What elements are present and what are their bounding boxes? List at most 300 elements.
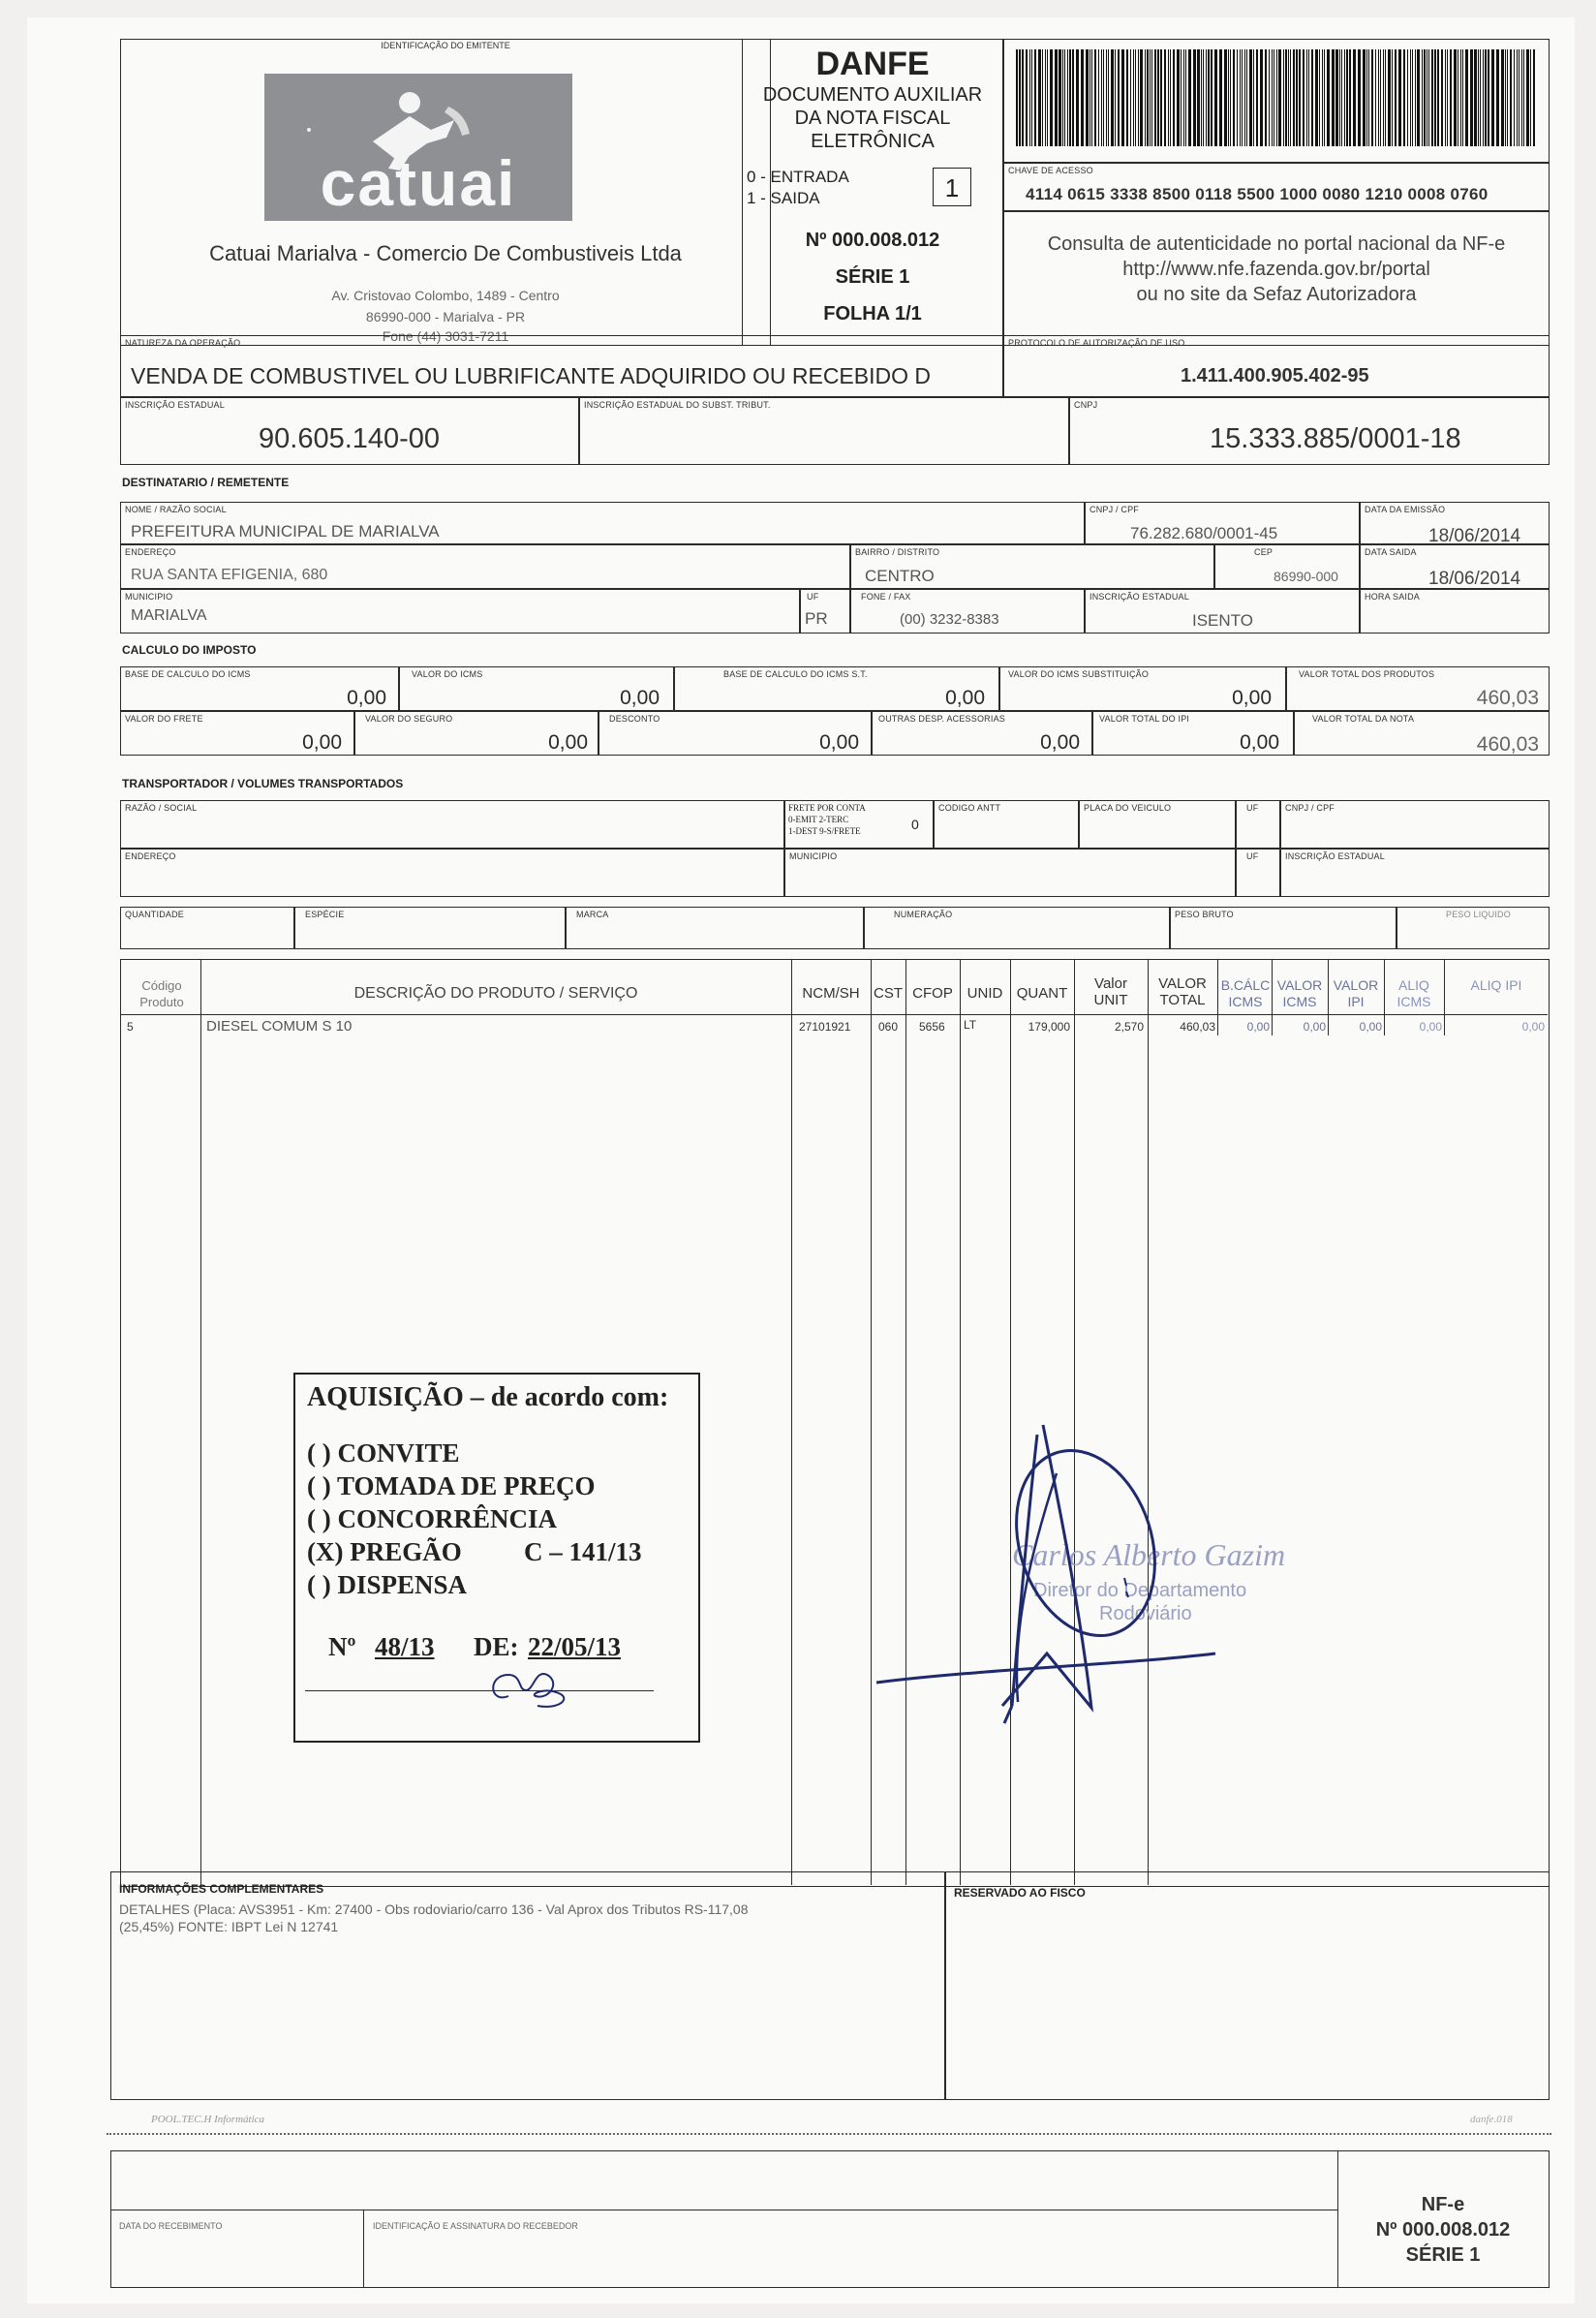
dest-cep-value: 86990-000 xyxy=(1274,569,1338,584)
imposto-label: BASE DE CALCULO DO ICMS xyxy=(125,669,251,679)
imposto-value: 0,00 xyxy=(620,687,660,709)
canhoto-data-label: DATA DO RECEBIMENTO xyxy=(119,2221,223,2231)
transp-marca-box xyxy=(566,907,864,949)
barcode-bar xyxy=(1203,49,1204,146)
barcode-bar xyxy=(1283,49,1284,146)
canhoto-numero: Nº 000.008.012 xyxy=(1375,2219,1511,2241)
transp-ie-box xyxy=(1280,849,1550,897)
transp-cnpj-box xyxy=(1280,800,1550,849)
barcode-bar xyxy=(1441,49,1443,146)
iest-label: INSCRIÇÃO ESTADUAL DO SUBST. TRIBUT. xyxy=(584,400,771,410)
row-quant: 179,000 xyxy=(1028,1020,1070,1034)
col-aliq-ipi: ALIQ IPI xyxy=(1470,977,1522,993)
transp-municipio-box xyxy=(784,849,1236,897)
barcode-bar xyxy=(1133,49,1134,146)
dest-bairro-box xyxy=(850,544,1214,589)
natureza-box xyxy=(120,335,1003,397)
stamp-pregao: (X) PREGÃO xyxy=(307,1537,462,1566)
imposto-seguro xyxy=(354,711,598,756)
transp-uf-box xyxy=(1236,800,1280,849)
imposto-label: VALOR DO SEGURO xyxy=(365,714,453,724)
natureza-label: NATUREZA DA OPERAÇÃO xyxy=(125,338,241,348)
barcode-bar xyxy=(1510,49,1512,146)
barcode-bar xyxy=(1501,49,1504,146)
transp-peso-liquido-box xyxy=(1396,907,1550,949)
dest-cnpj-value: 76.282.680/0001-45 xyxy=(1130,524,1278,542)
barcode-bar xyxy=(1026,49,1028,146)
dest-municipio-label: MUNICIPIO xyxy=(125,592,173,602)
transp-peso-bruto-box xyxy=(1170,907,1396,949)
barcode-bar xyxy=(1130,49,1131,146)
barcode-bar xyxy=(1272,49,1273,146)
emitente-box xyxy=(120,39,771,346)
barcode-bar xyxy=(1242,49,1243,146)
barcode-bar xyxy=(1240,49,1241,146)
barcode-bar xyxy=(1208,49,1210,146)
barcode-bar xyxy=(1181,49,1182,146)
barcode-bar xyxy=(1170,49,1171,146)
barcode-bar xyxy=(1388,49,1391,146)
barcode-bar xyxy=(1530,49,1531,146)
barcode xyxy=(1016,49,1539,146)
barcode-bar xyxy=(1395,49,1396,146)
col-descricao: DESCRIÇÃO DO PRODUTO / SERVIÇO xyxy=(353,985,638,1002)
dest-endereco-label: ENDEREÇO xyxy=(125,547,176,557)
barcode-bar xyxy=(1276,49,1277,146)
barcode-bar xyxy=(1505,49,1506,146)
danfe-subtitle2: DA NOTA FISCAL xyxy=(794,108,951,129)
protocolo-label: PROTOCOLO DE AUTORIZAÇÃO DE USO xyxy=(1008,338,1185,348)
barcode-bar xyxy=(1197,49,1200,146)
transp-uf-label: UF xyxy=(1246,803,1259,813)
imposto-value: 0,00 xyxy=(1040,731,1080,754)
barcode-bar xyxy=(1126,49,1128,146)
danfe-folha: FOLHA 1/1 xyxy=(823,303,922,325)
row-unid: LT xyxy=(964,1018,977,1032)
barcode-bar xyxy=(1055,49,1058,146)
barcode-bar xyxy=(1154,49,1156,146)
ie-box xyxy=(120,397,579,465)
barcode-bar xyxy=(1491,49,1494,146)
col-cst: CST xyxy=(874,985,903,1002)
barcode-bar xyxy=(1260,49,1263,146)
barcode-bar xyxy=(1237,49,1238,146)
barcode-bar xyxy=(1403,49,1405,146)
frete-line1: FRETE POR CONTA xyxy=(788,803,866,813)
barcode-bar xyxy=(1067,49,1068,146)
chave-label: CHAVE DE ACESSO xyxy=(1008,166,1093,175)
barcode-bar xyxy=(1188,49,1191,146)
transp-municipio-label: MUNICIPIO xyxy=(789,851,838,861)
software-credit: POOL.TEC.H Informática xyxy=(151,2114,265,2125)
col-cfop: CFOP xyxy=(912,985,953,1002)
imposto-bc-icms-st xyxy=(674,666,999,711)
barcode-bar xyxy=(1378,49,1379,146)
dest-uf-label: UF xyxy=(807,592,819,602)
complementares-box xyxy=(110,1871,945,2100)
barcode-bar xyxy=(1145,49,1146,146)
barcode-bar xyxy=(1106,49,1107,146)
dest-uf-value: PR xyxy=(805,609,828,628)
danfe-title: DANFE xyxy=(815,46,930,82)
cnpj-emit-label: CNPJ xyxy=(1074,400,1098,410)
dest-municipio-box xyxy=(120,589,800,634)
barcode-bar xyxy=(1454,49,1457,146)
barcode-bar xyxy=(1069,49,1071,146)
barcode-bar xyxy=(1050,49,1053,146)
barcode-bar xyxy=(1349,49,1351,146)
reservado-fisco-box xyxy=(945,1871,1550,2100)
transp-ie-label: INSCRIÇÃO ESTADUAL xyxy=(1285,851,1385,861)
dest-endereco-box xyxy=(120,544,850,589)
barcode-bar xyxy=(1045,49,1046,146)
barcode-bar xyxy=(1029,49,1030,146)
barcode-bar xyxy=(1285,49,1287,146)
barcode-bar xyxy=(1168,49,1169,146)
barcode-bar xyxy=(1244,49,1245,146)
barcode-bar xyxy=(1224,49,1227,146)
stamp-convite: ( ) CONVITE xyxy=(307,1438,460,1468)
barcode-bar xyxy=(1517,49,1518,146)
danfe-tipo-box: 1 xyxy=(933,168,971,206)
imposto-label: DESCONTO xyxy=(609,714,660,724)
consulta-line2: http://www.nfe.fazenda.gov.br/portal xyxy=(1122,259,1430,280)
row-bcalc: 0,00 xyxy=(1246,1020,1270,1034)
transp-numeracao-label: NUMERAÇÃO xyxy=(894,910,953,919)
dest-emissao-box xyxy=(1360,502,1550,544)
signatory-role2: Rodoviário xyxy=(1099,1603,1192,1624)
danfe-subtitle1: DOCUMENTO AUXILIAR xyxy=(762,84,983,106)
barcode-bar xyxy=(1465,49,1468,146)
imposto-total-produtos xyxy=(1286,666,1550,711)
dest-hora-label: HORA SAIDA xyxy=(1365,592,1421,602)
dest-nome-value: PREFEITURA MUNICIPAL DE MARIALVA xyxy=(131,522,440,541)
barcode-bar xyxy=(1478,49,1479,146)
barcode-bar xyxy=(1185,49,1186,146)
protocolo-value: 1.411.400.905.402-95 xyxy=(1181,365,1369,386)
barcode-bar xyxy=(1485,49,1487,146)
barcode-bar xyxy=(1246,49,1247,146)
canhoto-box xyxy=(110,2150,1550,2288)
transp-numeracao-box xyxy=(864,907,1170,949)
imposto-value: 0,00 xyxy=(819,731,859,754)
barcode-bar xyxy=(1164,49,1166,146)
col-vicms: VALOR ICMS xyxy=(1276,977,1323,1009)
transp-especie-label: ESPÉCIE xyxy=(305,910,345,919)
barcode-bar xyxy=(1474,49,1477,146)
barcode-bar xyxy=(1431,49,1433,146)
canhoto-nfe: NF-e xyxy=(1421,2194,1465,2215)
consulta-box xyxy=(1003,211,1550,346)
barcode-bar xyxy=(1496,49,1499,146)
imposto-value: 0,00 xyxy=(945,687,985,709)
chave-box xyxy=(1003,163,1550,211)
barcode-bar xyxy=(1201,49,1202,146)
barcode-bar xyxy=(1514,49,1515,146)
cut-line xyxy=(107,2133,1551,2135)
transp-placa-box xyxy=(1079,800,1236,849)
imposto-total-ipi xyxy=(1092,711,1294,756)
frete-line2: 0-EMIT 2-TERC xyxy=(788,815,849,824)
barcode-bar xyxy=(1121,49,1124,146)
barcode-bar xyxy=(1138,49,1139,146)
barcode-bar xyxy=(1290,49,1291,146)
barcode-bar xyxy=(1173,49,1175,146)
barcode-bar xyxy=(1366,49,1367,146)
row-ncm: 27101921 xyxy=(799,1020,851,1034)
transp-peso-liquido-label: PESO LIQUIDO xyxy=(1446,910,1511,919)
imposto-label: BASE DE CALCULO DO ICMS S.T. xyxy=(723,669,868,679)
transp-cnpj-label: CNPJ / CPF xyxy=(1285,803,1335,813)
col-vtotal: VALOR TOTAL xyxy=(1158,975,1207,1008)
row-codigo: 5 xyxy=(127,1020,134,1034)
row-descricao: DIESEL COMUM S 10 xyxy=(206,1018,353,1035)
stamp-concorrencia: ( ) CONCORRÊNCIA xyxy=(307,1504,557,1533)
imposto-label: VALOR TOTAL DO IPI xyxy=(1099,714,1190,724)
imposto-label: VALOR TOTAL DA NOTA xyxy=(1312,714,1415,724)
aquisicao-stamp xyxy=(293,1373,700,1743)
transp-especie-box xyxy=(294,907,566,949)
signatory-name: Carlos Alberto Gazim xyxy=(1012,1537,1286,1572)
iest-box xyxy=(579,397,1069,465)
dest-cep-label: CEP xyxy=(1254,547,1274,557)
stamp-dispensa: ( ) DISPENSA xyxy=(307,1570,468,1599)
barcode-bar xyxy=(1315,49,1318,146)
barcode-bar xyxy=(1344,49,1345,146)
complementares-text1: DETALHES (Placa: AVS3951 - Km: 27400 - Obs rodoviario/carro 136 - Val Aprox dos Tributos RS-117,08 xyxy=(119,1901,749,1917)
stamp-pregao-ref: C – 141/13 xyxy=(524,1537,642,1566)
barcode-bar xyxy=(1288,49,1289,146)
danfe-serie: SÉRIE 1 xyxy=(835,266,910,288)
barcode-bar xyxy=(1299,49,1301,146)
dest-bairro-value: CENTRO xyxy=(865,567,935,585)
barcode-bar xyxy=(1177,49,1180,146)
barcode-bar xyxy=(1016,49,1018,146)
barcode-bar xyxy=(1047,49,1048,146)
dest-cnpj-label: CNPJ / CPF xyxy=(1090,505,1140,514)
col-codigo: Código Produto xyxy=(139,978,184,1009)
barcode-bar xyxy=(1480,49,1481,146)
dest-fone-label: FONE / FAX xyxy=(861,592,911,602)
barcode-bar xyxy=(1488,49,1489,146)
barcode-bar xyxy=(1371,49,1373,146)
chave-value: 4114 0615 3338 8500 0118 5500 1000 0080 1210 0008 0760 xyxy=(1026,185,1489,203)
barcode-bar xyxy=(1533,49,1535,146)
barcode-bar xyxy=(1385,49,1386,146)
barcode-bar xyxy=(1118,49,1120,146)
barcode-bar xyxy=(1327,49,1330,146)
stamp-num-prefix: Nº xyxy=(328,1632,356,1661)
dest-bairro-label: BAIRRO / DISTRITO xyxy=(855,547,940,557)
transportador-section-title: TRANSPORTADOR / VOLUMES TRANSPORTADOS xyxy=(122,777,404,790)
imposto-label: VALOR TOTAL DOS PRODUTOS xyxy=(1299,669,1435,679)
frete-line3: 1-DEST 9-S/FRETE xyxy=(788,826,861,836)
complementares-text2: (25,45%) FONTE: IBPT Lei N 12741 xyxy=(119,1919,339,1934)
col-quant: QUANT xyxy=(1016,985,1068,1002)
signatory-role1: Diretor do Departamento xyxy=(1033,1580,1247,1601)
emitente-address1: Av. Cristovao Colombo, 1489 - Centro xyxy=(331,288,560,303)
barcode-bar xyxy=(1346,49,1348,146)
row-vipi: 0,00 xyxy=(1359,1020,1382,1034)
barcode-bar xyxy=(1228,49,1229,146)
stamp-date: 22/05/13 xyxy=(528,1632,622,1661)
barcode-bar xyxy=(1101,49,1102,146)
dest-municipio-value: MARIALVA xyxy=(131,607,207,624)
barcode-bar xyxy=(1157,49,1159,146)
barcode-bar xyxy=(1064,49,1065,146)
transp-placa-label: PLACA DO VEICULO xyxy=(1084,803,1172,813)
col-bcalc: B.CÁLC ICMS xyxy=(1220,977,1271,1009)
row-vicms: 0,00 xyxy=(1303,1020,1326,1034)
dest-ie-label: INSCRIÇÃO ESTADUAL xyxy=(1090,592,1189,602)
barcode-bar xyxy=(1311,49,1313,146)
barcode-bar xyxy=(1428,49,1429,146)
barcode-bar xyxy=(1526,49,1529,146)
danfe-saida: 1 - SAIDA xyxy=(747,189,820,207)
col-ncm: NCM/SH xyxy=(802,985,860,1002)
barcode-bar xyxy=(1521,49,1522,146)
barcode-bar xyxy=(1319,49,1320,146)
barcode-bar xyxy=(1031,49,1032,146)
barcode-bar xyxy=(1062,49,1063,146)
natureza-value: VENDA DE COMBUSTIVEL OU LUBRIFICANTE ADQUIRIDO OU RECEBIDO D xyxy=(131,363,932,388)
danfe-subtitle3: ELETRÔNICA xyxy=(811,131,935,152)
barcode-bar xyxy=(1483,49,1484,146)
transp-antt-box xyxy=(934,800,1079,849)
produtos-table xyxy=(120,959,1550,1887)
imposto-value: 0,00 xyxy=(347,687,386,709)
danfe-numero: Nº 000.008.012 xyxy=(805,230,940,251)
barcode-bar xyxy=(1332,49,1335,146)
barcode-bar xyxy=(1447,49,1448,146)
row-vtotal: 460,03 xyxy=(1180,1020,1215,1034)
barcode-bar xyxy=(1269,49,1270,146)
row-vunit: 2,570 xyxy=(1114,1020,1144,1034)
barcode-bar xyxy=(1140,49,1143,146)
row-cfop: 5656 xyxy=(919,1020,945,1034)
barcode-bar xyxy=(1368,49,1369,146)
barcode-bar xyxy=(1111,49,1114,146)
dest-fone-box xyxy=(850,589,1085,634)
danfe-entrada: 0 - ENTRADA xyxy=(747,168,849,186)
complementares-label: INFORMAÇÕES COMPLEMENTARES xyxy=(119,1882,324,1896)
dest-endereco-value: RUA SANTA EFIGENIA, 680 xyxy=(131,567,328,583)
transp-quantidade-label: QUANTIDADE xyxy=(125,910,185,919)
dest-cnpj-box xyxy=(1085,502,1360,544)
handwritten-signature xyxy=(867,1415,1274,1735)
imposto-valor-icms xyxy=(399,666,674,711)
destinatario-section-title: DESTINATARIO / REMETENTE xyxy=(122,476,290,489)
barcode-bar xyxy=(1303,49,1304,146)
col-unid: UNID xyxy=(967,985,1003,1002)
barcode-bar xyxy=(1094,49,1096,146)
imposto-total-nota xyxy=(1294,711,1550,756)
emitente-header-label: IDENTIFICAÇÃO DO EMITENTE xyxy=(381,41,510,50)
barcode-bar xyxy=(1091,49,1092,146)
dest-saida-label: DATA SAIDA xyxy=(1365,547,1417,557)
consulta-line1: Consulta de autenticidade no portal nacional da NF-e xyxy=(1047,233,1506,255)
cnpj-emit-box xyxy=(1069,397,1550,465)
canhoto-ident-label: IDENTIFICAÇÃO E ASSINATURA DO RECEBEDOR xyxy=(373,2221,578,2231)
barcode-bar xyxy=(1363,49,1366,146)
barcode-bar xyxy=(1081,49,1084,146)
barcode-bar xyxy=(1422,49,1423,146)
transp-quantidade-box xyxy=(120,907,294,949)
stamp-title: AQUISIÇÃO – de acordo com: xyxy=(307,1382,669,1412)
imposto-desconto xyxy=(598,711,872,756)
barcode-bar xyxy=(1460,49,1461,146)
imposto-outras xyxy=(872,711,1092,756)
barcode-bar xyxy=(1415,49,1416,146)
barcode-bar xyxy=(1383,49,1384,146)
barcode-bar xyxy=(1147,49,1149,146)
barcode-bar xyxy=(1306,49,1307,146)
emitente-address2: 86990-000 - Marialva - PR xyxy=(365,309,526,325)
barcode-bar xyxy=(1214,49,1217,146)
barcode-bar xyxy=(1160,49,1162,146)
barcode-bar xyxy=(1151,49,1152,146)
barcode-bar xyxy=(1098,49,1099,146)
barcode-bar xyxy=(1253,49,1254,146)
barcode-bar xyxy=(1042,49,1043,146)
barcode-box xyxy=(1003,39,1550,163)
dest-saida-box xyxy=(1360,544,1550,589)
dest-ie-value: ISENTO xyxy=(1192,611,1253,630)
barcode-bar xyxy=(1150,49,1151,146)
barcode-bar xyxy=(1358,49,1361,146)
imposto-frete xyxy=(120,711,354,756)
emitente-phone: Fone (44) 3031-7211 xyxy=(382,328,509,344)
row-aliq-ipi: 0,00 xyxy=(1521,1020,1545,1034)
protocolo-box xyxy=(1003,335,1550,397)
stamp-initials-mark xyxy=(479,1661,596,1719)
stamp-tomada: ( ) TOMADA DE PREÇO xyxy=(307,1471,596,1500)
barcode-bar xyxy=(1022,49,1024,146)
barcode-bar xyxy=(1341,49,1342,146)
stamp-num: 48/13 xyxy=(375,1632,435,1661)
barcode-bar xyxy=(1417,49,1420,146)
barcode-bar xyxy=(1183,49,1184,146)
barcode-bar xyxy=(1339,49,1340,146)
barcode-bar xyxy=(1135,49,1136,146)
dest-emissao-value: 18/06/2014 xyxy=(1428,526,1521,546)
barcode-bar xyxy=(1230,49,1231,146)
dest-nome-box xyxy=(120,502,1085,544)
barcode-bar xyxy=(1424,49,1426,146)
frete-value: 0 xyxy=(911,817,919,832)
barcode-bar xyxy=(1296,49,1298,146)
consulta-line3: ou no site da Sefaz Autorizadora xyxy=(1136,284,1417,305)
transp-peso-bruto-label: PESO BRUTO xyxy=(1175,910,1234,919)
fisco-label: RESERVADO AO FISCO xyxy=(954,1886,1086,1900)
barcode-bar xyxy=(1249,49,1252,146)
barcode-bar xyxy=(1072,49,1074,146)
barcode-bar xyxy=(1410,49,1411,146)
imposto-value: 0,00 xyxy=(1240,731,1279,754)
logo-text: catuai xyxy=(320,147,517,219)
dest-fone-value: (00) 3232-8383 xyxy=(900,611,999,628)
transp-marca-label: MARCA xyxy=(576,910,609,919)
barcode-bar xyxy=(1523,49,1524,146)
dest-ie-box xyxy=(1085,589,1360,634)
barcode-bar xyxy=(1108,49,1109,146)
dest-hora-box xyxy=(1360,589,1550,634)
barcode-bar xyxy=(1278,49,1281,146)
barcode-bar xyxy=(1265,49,1267,146)
barcode-bar xyxy=(1034,49,1036,146)
row-aliq-icms: 0,00 xyxy=(1419,1020,1442,1034)
col-vipi: VALOR IPI xyxy=(1333,977,1379,1009)
